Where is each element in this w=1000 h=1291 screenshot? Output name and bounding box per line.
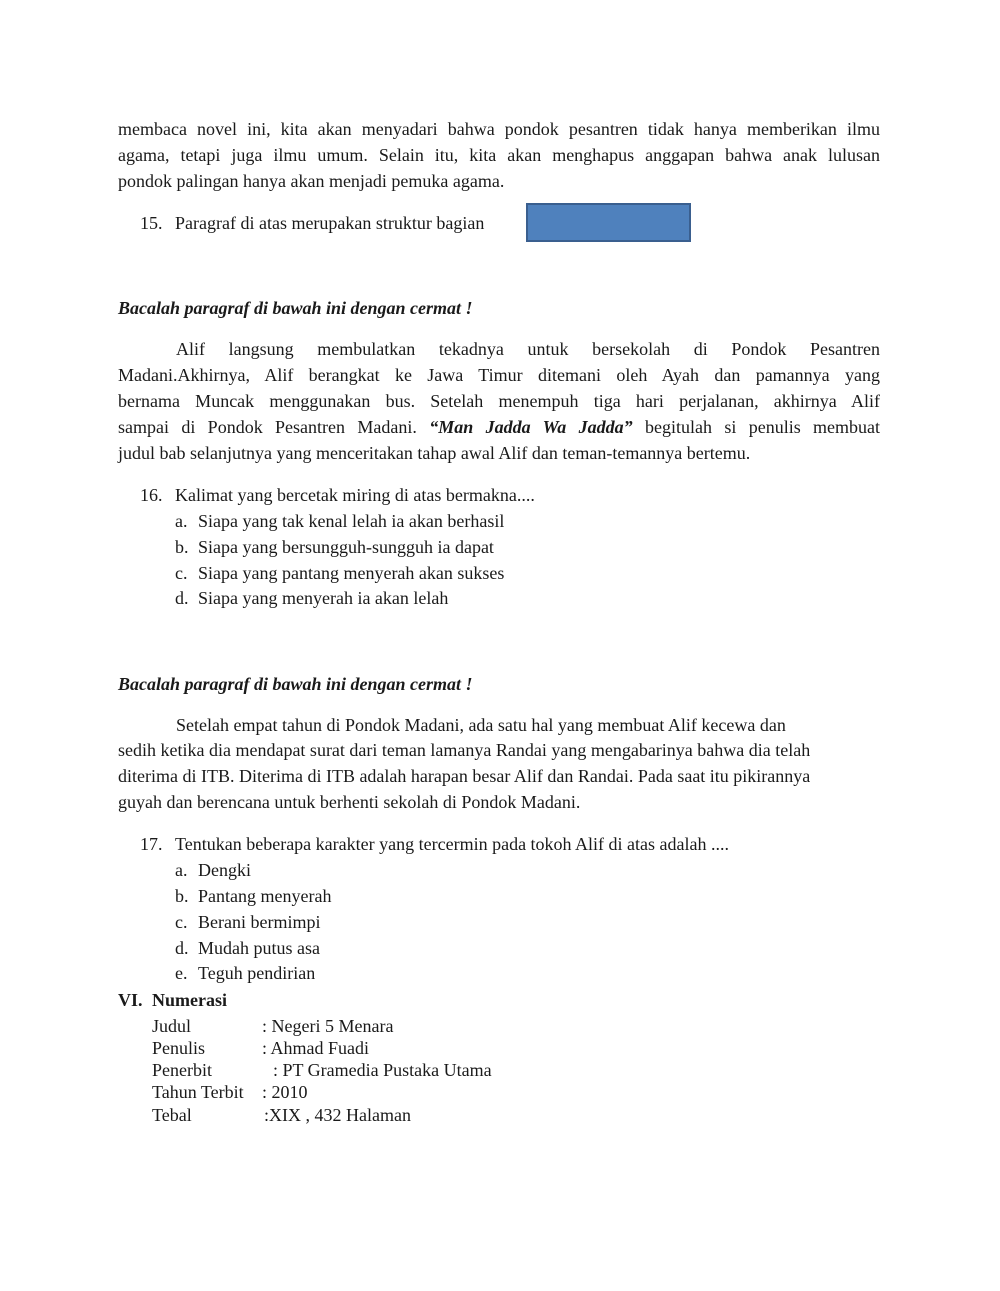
section-2-line-1: Alif langsung membulatkan tekadnya untuk bersekolah di Pondok Pesantren xyxy=(176,339,880,359)
meta-key: Penulis xyxy=(152,1038,206,1058)
option-text: Siapa yang tak kenal lelah ia akan berhasil xyxy=(198,511,505,531)
question-15-number: 15. xyxy=(140,213,163,233)
question-17-text: Tentukan beberapa karakter yang tercermin pada tokoh Alif di atas adalah .... xyxy=(175,834,730,854)
line-4-after: begitulah si penulis membuat xyxy=(645,417,881,437)
option-letter: b. xyxy=(175,537,189,557)
question-16-text: Kalimat yang bercetak miring di atas bermakna.... xyxy=(175,485,535,505)
section-3-line-4: guyah dan berencana untuk berhenti sekolah di Pondok Madani. xyxy=(118,792,581,812)
question-15-text: Paragraf di atas merupakan struktur bagian xyxy=(175,213,485,233)
meta-value: : Negeri 5 Menara xyxy=(262,1016,394,1036)
option-letter: c. xyxy=(175,563,188,583)
option-letter: e. xyxy=(175,963,188,983)
section-3-line-1: Setelah empat tahun di Pondok Madani, ada satu hal yang membuat Alif kecewa dan xyxy=(176,715,786,735)
option-letter: d. xyxy=(175,588,189,608)
section-2-line-4 xyxy=(118,414,880,440)
italic-phrase: “Man Jadda Wa Jadda” xyxy=(429,417,633,437)
section-2-line-3: bernama Muncak menggunakan bus. Setelah menempuh tiga hari perjalanan, akhirnya Alif xyxy=(118,391,880,411)
option-text: Dengki xyxy=(198,860,251,880)
meta-key: Penerbit xyxy=(152,1060,212,1080)
intro-line-1: membaca novel ini, kita akan menyadari bahwa pondok pesantren tidak hanya memberikan ilmu xyxy=(118,119,880,139)
option-letter: d. xyxy=(175,938,189,958)
option-text: Berani bermimpi xyxy=(198,912,321,932)
question-17-number: 17. xyxy=(140,834,163,854)
option-letter: b. xyxy=(175,886,189,906)
meta-key: Tahun Terbit xyxy=(152,1082,244,1102)
intro-line-2: agama, tetapi juga ilmu umum. Selain itu, kita akan menghapus anggapan bahwa anak lulusan xyxy=(118,145,880,165)
option-letter: c. xyxy=(175,912,188,932)
option-text: Teguh pendirian xyxy=(198,963,316,983)
section-6-title: Numerasi xyxy=(152,990,227,1010)
meta-value: : Ahmad Fuadi xyxy=(262,1038,369,1058)
section-2-heading: Bacalah paragraf di bawah ini dengan cermat ! xyxy=(118,298,473,318)
meta-key: Tebal xyxy=(152,1105,192,1125)
option-text: Pantang menyerah xyxy=(198,886,332,906)
option-letter: a. xyxy=(175,511,188,531)
section-6-number: VI. xyxy=(118,990,143,1010)
meta-key: Judul xyxy=(152,1016,192,1036)
option-text: Siapa yang bersungguh-sungguh ia dapat xyxy=(198,537,494,557)
question-16-number: 16. xyxy=(140,485,163,505)
meta-value: : PT Gramedia Pustaka Utama xyxy=(273,1060,492,1080)
option-letter: a. xyxy=(175,860,188,880)
section-3-line-2: sedih ketika dia mendapat surat dari teman lamanya Randai yang mengabarinya bahwa dia telah xyxy=(118,740,811,760)
option-text: Siapa yang menyerah ia akan lelah xyxy=(198,588,449,608)
section-3-heading: Bacalah paragraf di bawah ini dengan cermat ! xyxy=(118,674,473,694)
meta-value: :XIX , 432 Halaman xyxy=(264,1105,411,1125)
answer-input-box[interactable] xyxy=(526,203,691,242)
meta-value: : 2010 xyxy=(262,1082,308,1102)
section-2-line-2: Madani.Akhirnya, Alif berangkat ke Jawa Timur ditemani oleh Ayah dan pamannya yang xyxy=(118,365,880,385)
intro-line-3: pondok palingan hanya akan menjadi pemuka agama. xyxy=(118,171,505,191)
option-text: Mudah putus asa xyxy=(198,938,320,958)
section-3-line-3: diterima di ITB. Diterima di ITB adalah harapan besar Alif dan Randai. Pada saat itu pikirannya xyxy=(118,766,811,786)
line-4-before: sampai di Pondok Pesantren Madani. xyxy=(118,417,417,437)
option-text: Siapa yang pantang menyerah akan sukses xyxy=(198,563,505,583)
section-2-line-5: judul bab selanjutnya yang menceritakan tahap awal Alif dan teman-temannya bertemu. xyxy=(118,443,751,463)
